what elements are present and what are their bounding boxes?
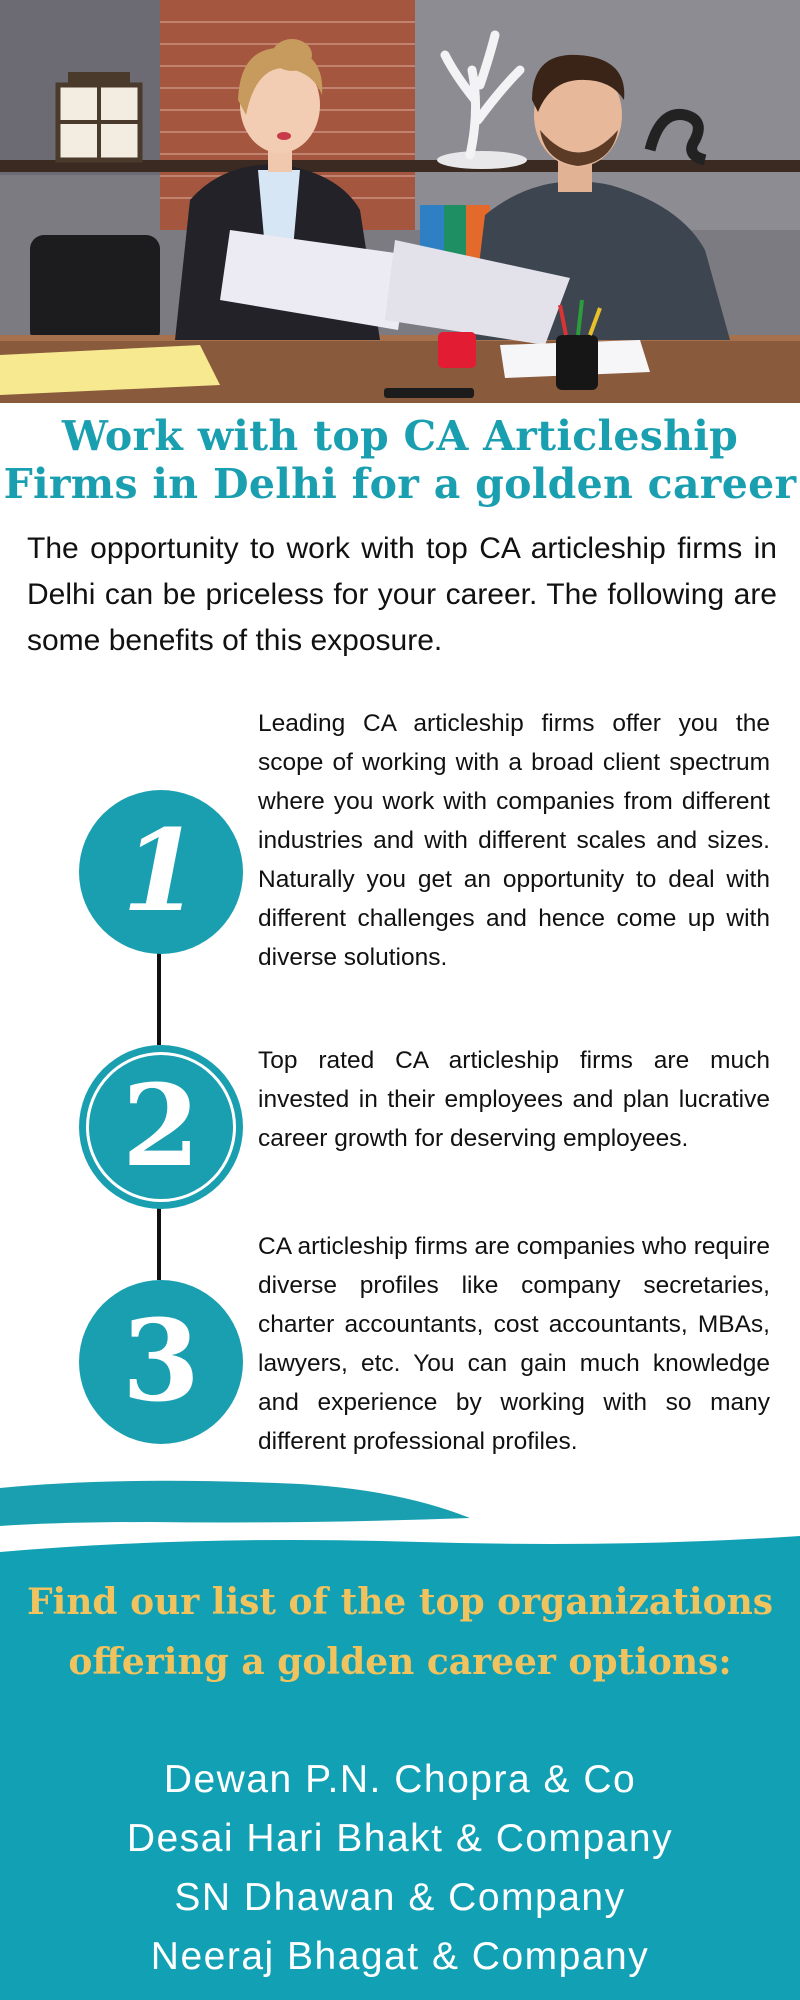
firms-heading [0, 1572, 800, 1692]
benefit-text: Leading CA articleship firms offer you the scope of working with a broad client spectrum where you work with companies from different industries and with different scales and sizes. Naturally you get an opportunity to deal with different challenges and hence come up with diverse solutions. [258, 710, 770, 971]
hero-photo [0, 0, 800, 403]
firm-name: Desai Hari Bhakt & Company [126, 1817, 674, 1860]
step-number-badge [79, 790, 243, 954]
page-title-line-1: Work with top CA Articleship [61, 412, 739, 460]
step-number-badge [79, 1045, 243, 1209]
firm-name: Neeraj Bhagat & Company [150, 1935, 650, 1978]
office-chair [30, 235, 160, 345]
timeline-connector [157, 950, 161, 1045]
step-number-badge [79, 1280, 243, 1444]
benefit-text: Top rated CA articleship firms are much invested in their employees and plan lucrative career growth for deserving employees. [258, 1047, 770, 1152]
firms-heading-line-1: Find our list of the top organizations [26, 1581, 774, 1623]
red-mug [438, 332, 476, 368]
intro-paragraph: The opportunity to work with top CA articleship firms in Delhi can be priceless for your career. The following are some benefits of this exposure. [27, 532, 777, 657]
timeline-connector [157, 1205, 161, 1280]
benefit-text: CA articleship firms are companies who require diverse profiles like company secretaries, charter accountants, cost accountants, MBAs, lawyers, etc. You can gain much knowledge and experience by working with so many different professional profiles. [258, 1233, 770, 1455]
firm-name: Dewan P.N. Chopra & Co [163, 1758, 637, 1801]
page-title-line-2: Firms in Delhi for a golden career [3, 460, 797, 508]
firms-heading-line-2: offering a golden career options: [68, 1641, 732, 1683]
firm-name: SN Dhawan & Company [174, 1876, 626, 1919]
step-number: 3 [122, 1296, 200, 1427]
step-number: 1 [122, 806, 200, 937]
step-number: 2 [122, 1061, 200, 1192]
lantern-decor [58, 72, 140, 160]
phone [384, 388, 474, 398]
page-title [0, 412, 800, 508]
office-scene-illustration [0, 0, 800, 403]
firms-list [0, 1750, 800, 1986]
